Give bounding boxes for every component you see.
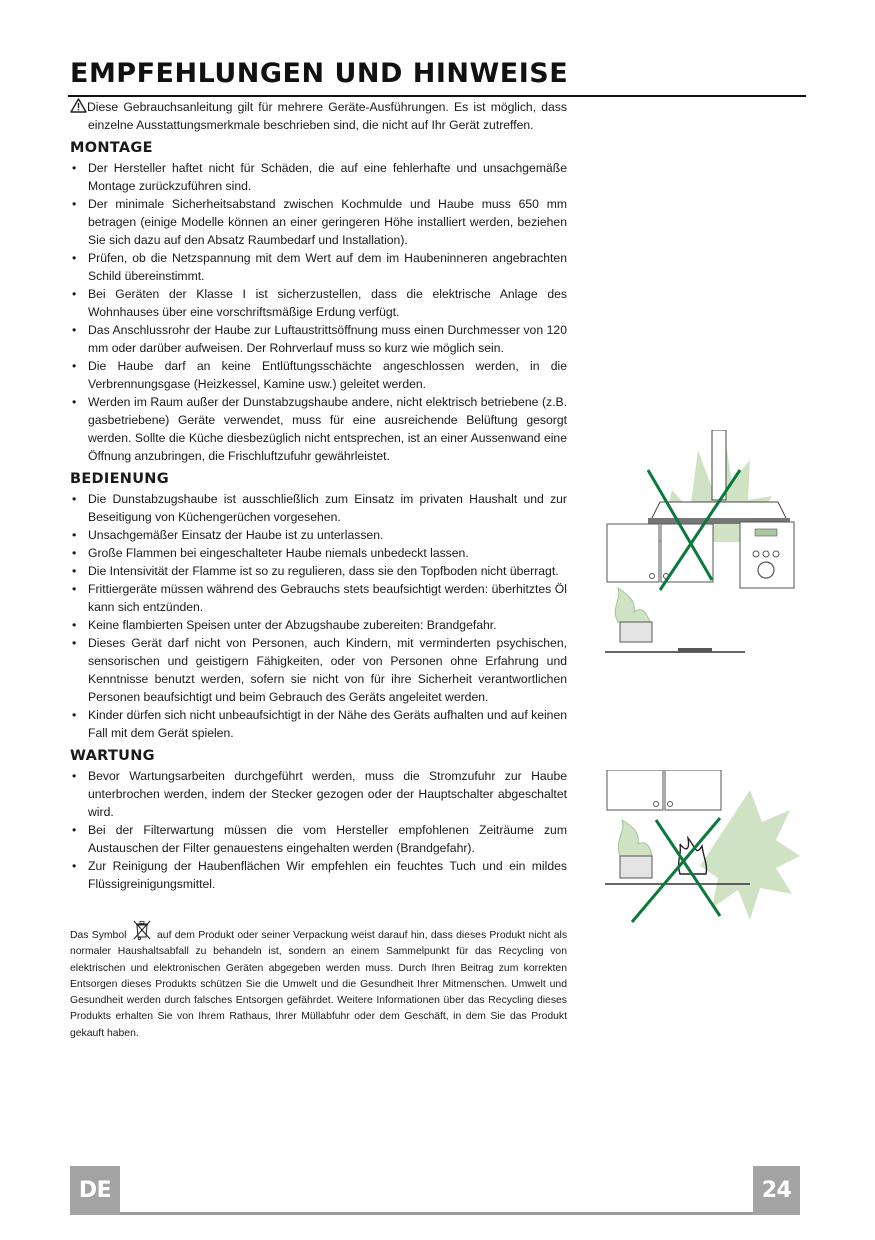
page-title: EMPFEHLUNGEN UND HINWEISE — [70, 58, 569, 89]
section-wartung — [70, 748, 567, 893]
list-item: • Die Dunstabzugshaube ist ausschließlich zum Einsatz im privaten Haushalt und zur Beseitigung von Küchengerüchen vorgesehen. — [70, 490, 567, 526]
pot — [620, 856, 652, 878]
warning-triangle-icon — [70, 98, 87, 113]
section-bedienung — [70, 471, 567, 742]
list-item: • Bevor Wartungsarbeiten durchgeführt werden, muss die Stromzufuhr zur Haube unterbrochen werden, indem der Stecker gezogen oder der Hauptschalter abgeschaltet wird. — [70, 767, 567, 821]
section-heading: MONTAGE — [70, 140, 153, 156]
list-item: • Bei Geräten der Klasse I ist sicherzustellen, dass die elektrische Anlage des Wohnhauses über eine vorschriftsmäßige Erdung verfügt. — [70, 285, 567, 321]
list-item: • Das Anschlussrohr der Haube zur Luftaustrittsöffnung muss einen Durchmesser von 120 mm oder darüber aufweisen. Der Rohrverlauf muss so kurz wie möglich sein. — [70, 321, 567, 357]
title-underline — [68, 95, 806, 97]
wall-cabinet-right — [661, 524, 713, 582]
list-item: • Prüfen, ob die Netzspannung mit dem Wert auf dem im Haubeninneren angebrachten Schild übereinstimmt. — [70, 249, 567, 285]
section-list — [70, 767, 567, 893]
list-item: • Werden im Raum außer der Dunstabzugshaube andere, nicht elektrisch betriebene (z.B. gasbetriebene) Geräte verwendet, muss für eine ausreichende Belüftung gesorgt werden. Sollte die Küche diesbezüglich nicht entsprechen, ist an einer Aussenwand eine Öffnung anzubringen, die Frischluftzufuhr gewährleistet. — [70, 393, 567, 465]
list-item: • Zur Reinigung der Haubenflächen Wir empfehlen ein feuchtes Tuch und ein mildes Flüssigreinigungsmittel. — [70, 857, 567, 893]
list-item: • Große Flammen bei eingeschalteter Haube niemals unbedeckt lassen. — [70, 544, 567, 562]
list-item: • Der Hersteller haftet nicht für Schäden, die auf eine fehlerhafte und unsachgemäße Montage zurückzuführen sind. — [70, 159, 567, 195]
recycling-text: auf dem Produkt oder seiner Verpackung weist darauf hin, dass dieses Produkt nicht als normaler Haushaltsabfall zu behandeln ist, sondern an einem Sammelpunkt für das Recycling von elektrischen und elektronischen Geräten abgegeben werden muss. Durch Ihren Beitrag zum korrekten Entsorgen dieses Produkts schützen Sie die Umwelt und die Gesundheit Ihrer Mitmenschen. Umwelt und Gesundheit werden durch falsches Entsorgen gefährdet. Weitere Informationen über das Recycling dieses Produkts erhalten Sie von Ihrem Rathaus, Ihrer Müllabfuhr oder dem Geschäft, in dem Sie das Produkt gekauft haben. — [70, 930, 568, 1039]
list-item: • Kinder dürfen sich nicht unbeaufsichtigt in der Nähe des Geräts aufhalten und auf keinen Fall mit dem Gerät spielen. — [70, 706, 567, 742]
illustration-flambe — [600, 770, 800, 930]
control-display — [755, 529, 777, 536]
text-column — [70, 98, 567, 1042]
list-item: • Keine flambierten Speisen unter der Abzugshaube zubereiten: Brandgefahr. — [70, 616, 567, 634]
list-item: • Bei der Filterwartung müssen die vom Hersteller empfohlenen Zeiträume zum Austauschen der Filter genauestens eingehalten werden (Brandgefahr). — [70, 821, 567, 857]
flame-shape — [615, 588, 650, 622]
language-badge: DE — [70, 1166, 120, 1215]
footer-rule — [70, 1212, 800, 1215]
section-heading: BEDIENUNG — [70, 471, 169, 487]
section-list — [70, 490, 567, 742]
section-montage — [70, 140, 567, 465]
list-item: • Die Haube darf an keine Entlüftungsschächte angeschlossen werden, in die Verbrennungsgase (Heizkessel, Kamine usw.) geleitet werden. — [70, 357, 567, 393]
pot — [620, 622, 652, 642]
intro-text: Diese Gebrauchsanleitung gilt für mehrere Geräte-Ausführungen. Es ist möglich, dass einzelne Ausstattungsmerkmale beschrieben sind, die nicht auf Ihr Gerät zutreffen. — [87, 100, 567, 132]
list-item: • Unsachgemäßer Einsatz der Haube ist zu unterlassen. — [70, 526, 567, 544]
section-list — [70, 159, 567, 465]
illustration-hood-flame — [600, 430, 800, 660]
list-item: • Die Intensivität der Flamme ist so zu regulieren, dass sie den Topfboden nicht überragt. — [70, 562, 567, 580]
hood-chimney — [712, 430, 726, 500]
wall-cabinet-right — [665, 770, 721, 810]
intro-note — [70, 98, 567, 134]
burner — [678, 648, 712, 652]
section-heading: WARTUNG — [70, 748, 155, 764]
wall-cabinet-left — [607, 770, 663, 810]
crossed-bin-icon — [132, 919, 152, 941]
page-number-badge: 24 — [753, 1166, 800, 1215]
list-item: • Frittiergeräte müssen während des Gebrauchs stets beaufsichtigt werden: überhitztes Öl kann sich entzünden. — [70, 580, 567, 616]
recycling-text-start: Das Symbol — [70, 930, 127, 941]
steam-shape — [618, 820, 652, 856]
flambe-flame-icon — [679, 838, 707, 874]
recycling-notice — [70, 919, 567, 1042]
list-item: • Der minimale Sicherheitsabstand zwischen Kochmulde und Haube muss 650 mm betragen (einige Modelle können an einer geringeren Höhe installiert werden, beziehen Sie sich dazu auf den Absatz Raumbedarf und Installation). — [70, 195, 567, 249]
list-item: • Dieses Gerät darf nicht von Personen, auch Kindern, mit verminderten psychischen, sensorischen und geistigern Fähigkeiten, oder von Personen ohne Erfahrung und Kenntnisse benutzt werden, sofern sie nicht von für ihre Sicherheit verantwortlichen Personen beaufsichtigt und beim Gebrauch des Geräts angeleitet werden. — [70, 634, 567, 706]
